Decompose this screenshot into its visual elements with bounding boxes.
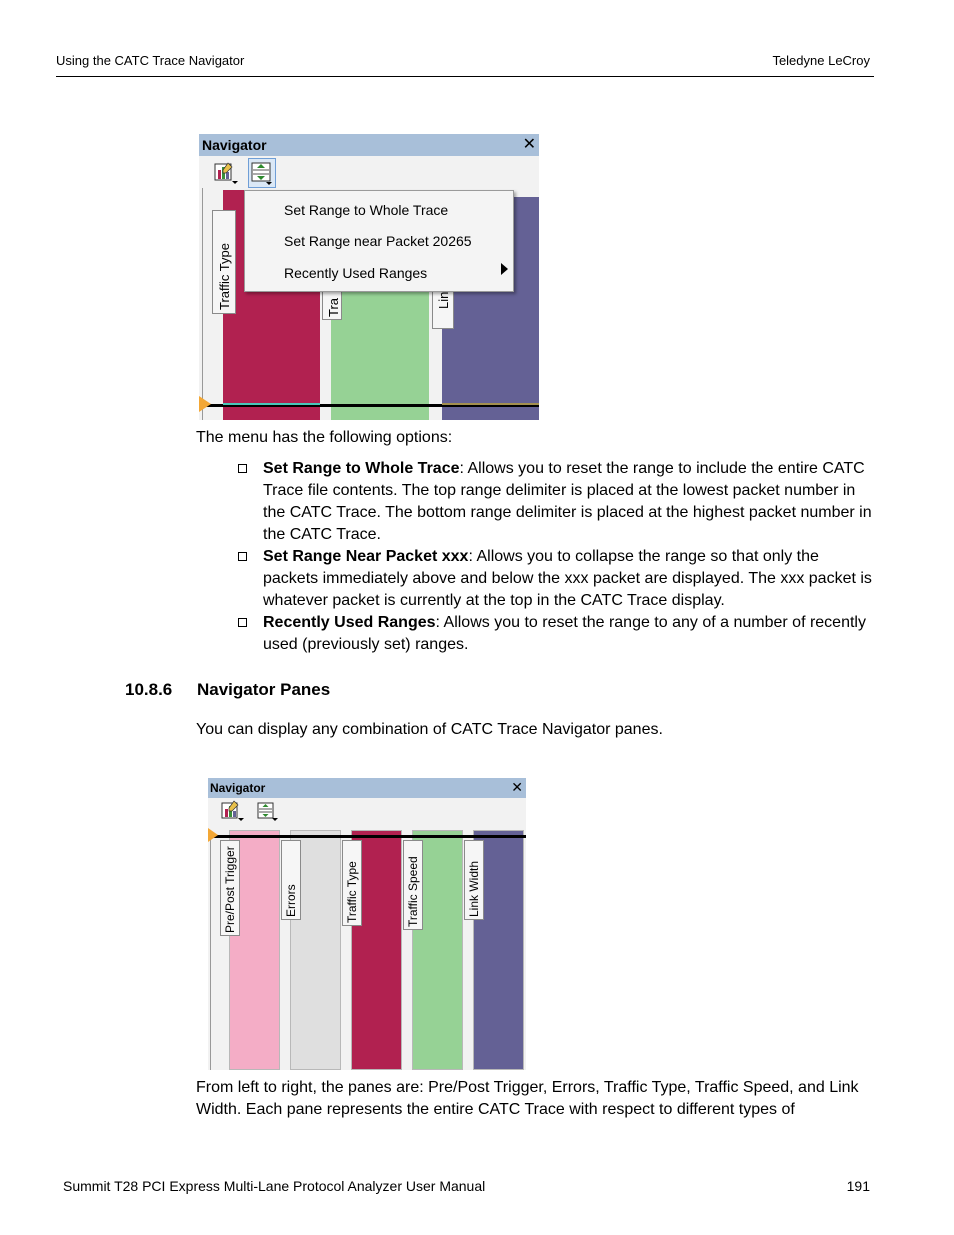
section-heading	[125, 680, 330, 700]
submenu-arrow-icon	[501, 263, 508, 275]
tab-label: Traffic Speed	[406, 856, 420, 927]
traffic-speed-pane	[331, 284, 429, 420]
closing-paragraph: From left to right, the panes are: Pre/Post Trigger, Errors, Traffic Type, Traffic Speed, and Link Width. Each pane represents the entire CATC Trace with respect to different types of	[196, 1079, 859, 1118]
trigger-marker-icon[interactable]	[199, 396, 211, 412]
header-rule	[56, 76, 874, 77]
range-line-teal	[223, 403, 320, 405]
tab-label: Errors	[284, 884, 298, 917]
pane-selector-icon[interactable]	[213, 161, 237, 185]
trigger-marker-icon[interactable]	[208, 828, 218, 842]
tab-label: Link Width	[467, 860, 481, 917]
tab-traffic-speed[interactable]: Tra	[322, 284, 342, 320]
tab-traffic-speed[interactable]	[403, 840, 423, 930]
section-number: 10.8.6	[125, 680, 173, 699]
checkbox-bullet-icon	[238, 552, 247, 561]
option-description: : Allows you to collapse the range so that only the packets immediately above and below the xxx packet are displayed. The xxx packet is whatever packet is currently at the top in the CATC Trace display.	[263, 548, 872, 609]
checkbox-bullet-icon	[238, 618, 247, 627]
pane-border	[202, 188, 203, 420]
tab-pre-post-trigger[interactable]	[220, 840, 240, 936]
footer-manual-title: Summit T28 PCI Express Multi-Lane Protocol Analyzer User Manual	[63, 1178, 486, 1194]
list-item	[236, 458, 876, 546]
list-item	[236, 612, 876, 656]
trace-position-line	[208, 835, 526, 838]
option-description: : Allows you to reset the range to any of a number of recently used (previously set) ranges.	[263, 614, 866, 653]
navigator-title: Navigator	[210, 781, 266, 795]
menu-item-recently-used-ranges[interactable]: Recently Used Ranges	[284, 265, 428, 281]
navigator-title: Navigator	[202, 137, 267, 153]
option-description: : Allows you to reset the range to include the entire CATC Trace file contents. The top range delimiter is placed at the lowest packet number in the CATC Trace. The bottom range delimiter is placed at the highest packet number in the CATC Trace.	[263, 460, 872, 543]
navigator-title-bar	[208, 778, 526, 798]
section-intro: You can display any combination of CATC Trace Navigator panes.	[196, 721, 663, 738]
running-header-title: Using the CATC Trace Navigator	[56, 53, 245, 68]
checkbox-bullet-icon	[238, 464, 247, 473]
pane-border	[210, 832, 211, 1070]
menu-item-set-range-whole-trace[interactable]: Set Range to Whole Trace	[284, 202, 449, 218]
tab-label: Traffic Type	[345, 861, 359, 923]
menu-options-list	[236, 458, 876, 656]
navigator-range-menu-screenshot	[199, 134, 539, 420]
tab-traffic-type[interactable]: Traffic Type	[212, 210, 236, 314]
navigator-panes-screenshot	[208, 778, 526, 1070]
range-dropdown-menu	[244, 190, 514, 292]
range-selector-icon[interactable]	[248, 158, 276, 188]
tab-traffic-type[interactable]	[342, 840, 362, 926]
option-term: Recently Used Ranges	[263, 614, 436, 631]
section-title: Navigator Panes	[197, 680, 331, 699]
running-header-company: Teledyne LeCroy	[772, 53, 870, 68]
menu-options-intro: The menu has the following options:	[196, 429, 453, 446]
range-line-olive	[442, 403, 539, 405]
page-number: 191	[846, 1178, 870, 1194]
list-item	[236, 546, 876, 612]
option-term: Set Range to Whole Trace	[263, 460, 460, 477]
pane-selector-icon[interactable]	[221, 800, 243, 822]
tab-link-width[interactable]	[464, 840, 484, 920]
option-term: Set Range Near Packet xxx	[263, 548, 469, 565]
menu-item-set-range-near-packet[interactable]: Set Range near Packet 20265	[284, 233, 472, 249]
range-selector-icon[interactable]	[257, 800, 279, 822]
close-icon[interactable]: ✕	[511, 779, 523, 795]
tab-link-width[interactable]: Lin	[432, 284, 454, 329]
tab-label: Pre/Post Trigger	[223, 846, 237, 933]
navigator-title-bar	[199, 134, 539, 156]
close-icon[interactable]: ✕	[522, 136, 536, 153]
tab-errors[interactable]	[281, 840, 301, 920]
